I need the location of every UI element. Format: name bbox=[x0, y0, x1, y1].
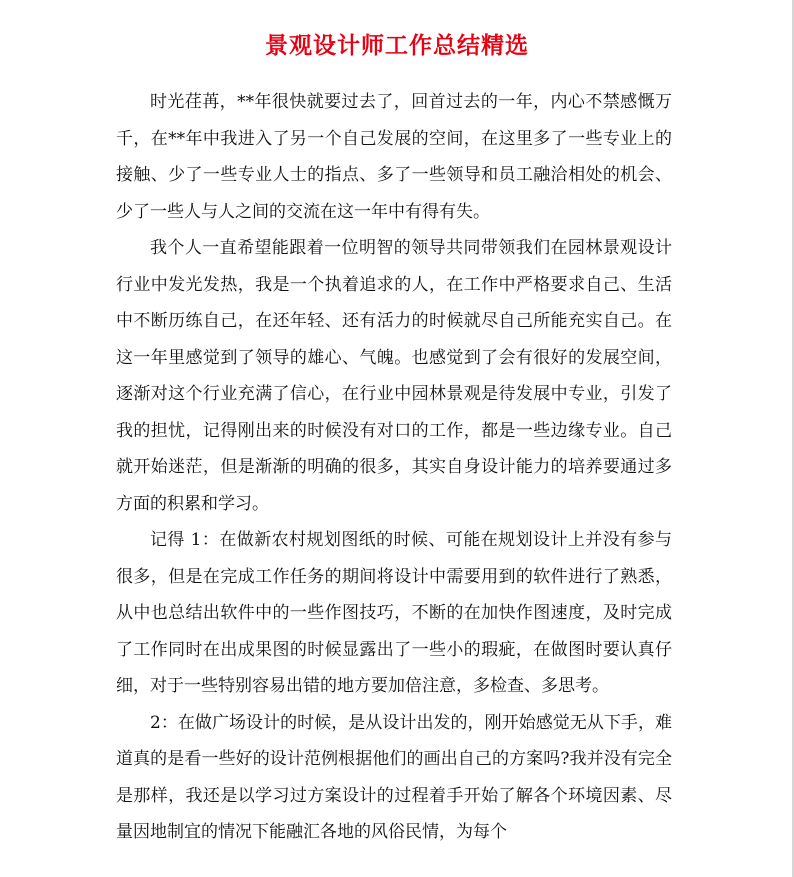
document-body bbox=[116, 84, 672, 851]
paragraph-experience-1: 记得 1：在做新农村规划图纸的时候、可能在规划设计上并没有参与很多，但是在完成工作任务的期间将设计中需要用到的软件进行了熟悉，从中也总结出软件中的一些作图技巧，不断的在加快作图速度，及时完成了工作同时在出成果图的时候显露出了一些小的瑕疵，在做图时要认真仔细，对于一些特别容易出错的地方要加倍注意，多检查、多思考。 bbox=[116, 530, 672, 696]
document-title: 景观设计师工作总结精选 bbox=[265, 32, 529, 59]
paragraph-experience-2: 2：在做广场设计的时候，是从设计出发的，刚开始感觉无从下手，难道真的是看一些好的设计范例根据他们的画出自己的方案吗?我并没有完全是那样，我还是以学习过方案设计的过程着手开始了解各个环境因素、尽量因地制宜的情况下能融汇各地的风俗民情，为每个 bbox=[116, 712, 672, 842]
paragraph-career-goals: 我个人一直希望能跟着一位明智的领导共同带领我们在园林景观设计行业中发光发热，我是一个执着追求的人，在工作中严格要求自己、生活中不断历练自己，在还年轻、还有活力的时候就尽自己所能充实自己。在这一年里感觉到了领导的雄心、气魄。也感觉到了会有很好的发展空间，逐渐对这个行业充满了信心，在行业中园林景观是待发展中专业，引发了我的担忧，记得刚出来的时候没有对口的工作，都是一些边缘专业。自己就开始迷茫，但是渐渐的明确的很多，其实自身设计能力的培养要通过多方面的积累和学习。 bbox=[116, 238, 672, 514]
paragraph-intro: 时光荏苒，**年很快就要过去了，回首过去的一年，内心不禁感慨万千，在**年中我进入了另一个自己发展的空间，在这里多了一些专业上的接触、少了一些专业人士的指点、多了一些领导和员工融洽相处的机会、少了一些人与人之间的交流在这一年中有得有失。 bbox=[116, 92, 672, 222]
